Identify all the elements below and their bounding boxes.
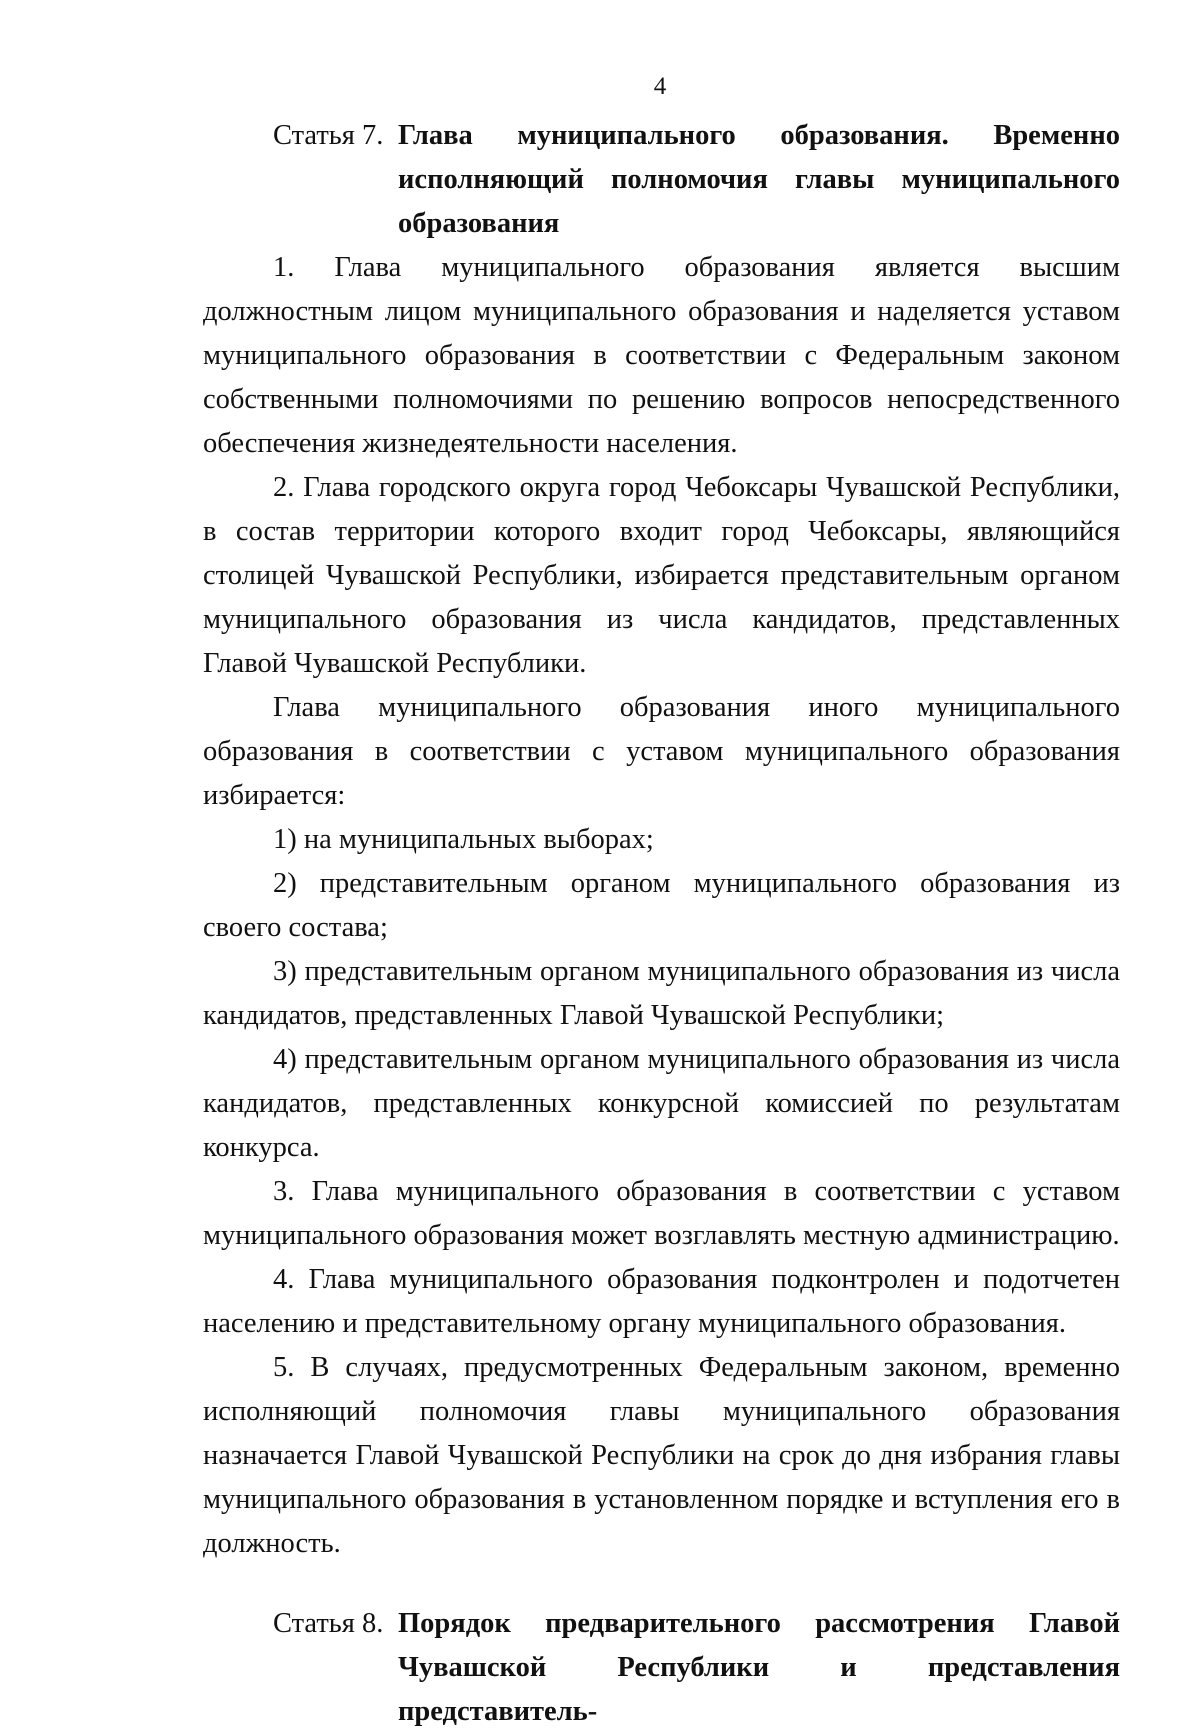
list-item-1: 1) на муниципальных выборах; — [273, 824, 654, 855]
article-7-label: Статья 7. — [273, 120, 384, 151]
paragraph-1: 1. Глава муниципального образования является высшим должностным лицом муниципального образования и наделяется уставом муниципального образования в соответствии с Федеральным законом собственными полномочиями по решению вопросов непосредственного обеспечения жизнедеятельности населения. — [203, 252, 1120, 459]
list-item-4: 4) представительным органом муниципального образования из числа кандидатов, представленных конкурсной комиссией по результатам конкурса. — [203, 1044, 1120, 1163]
paragraph-3: 3. Глава муниципального образования в соответствии с уставом муниципального образования может возглавлять местную администрацию. — [203, 1176, 1120, 1251]
page-number: 4 — [653, 73, 667, 100]
paragraph-2-continued: Глава муниципального образования иного муниципального образования в соответствии с уставом муниципального образования избирается: — [203, 692, 1120, 811]
article-8-label: Статья 8. — [273, 1608, 384, 1639]
article-8-heading — [203, 1602, 1120, 1734]
article-7-title: Глава муниципального образования. Временно исполняющий полномочия главы муниципального образования — [398, 120, 1120, 239]
list-item-2: 2) представительным органом муниципального образования из своего состава; — [203, 868, 1120, 943]
paragraph-4: 4. Глава муниципального образования подконтролен и подотчетен населению и представительному органу муниципального образования. — [203, 1264, 1120, 1339]
list-item-3: 3) представительным органом муниципального образования из числа кандидатов, представленных Главой Чувашской Республики; — [203, 956, 1120, 1031]
paragraph-5: 5. В случаях, предусмотренных Федеральным законом, временно исполняющий полномочия главы муниципального образования назначается Главой Чувашской Республики на срок до дня избрания главы муниципального образования в установленном порядке и вступления его в должность. — [203, 1352, 1120, 1559]
section-spacer — [203, 1566, 1120, 1602]
document-body — [203, 114, 1120, 1734]
article-8-title: Порядок предварительного рассмотрения Главой Чувашской Республики и представления представитель- — [398, 1608, 1120, 1727]
article-7-heading — [203, 114, 1120, 246]
paragraph-2: 2. Глава городского округа город Чебоксары Чувашской Республики, в состав территории которого входит город Чебоксары, являющийся столицей Чувашской Республики, избирается представительным органом муниципального образования из числа кандидатов, представленных Главой Чувашской Республики. — [203, 472, 1120, 679]
